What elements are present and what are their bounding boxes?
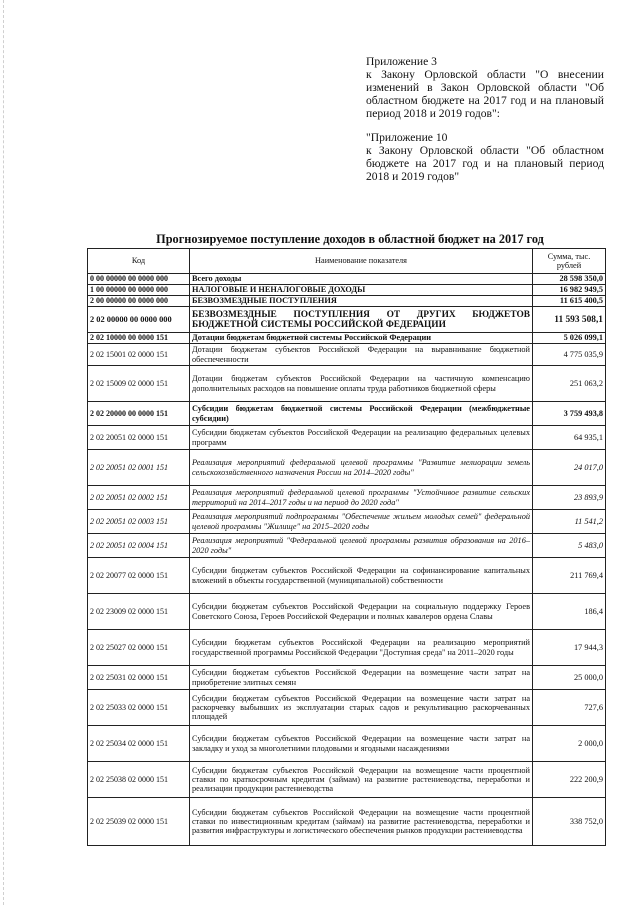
row-sum: 338 752,0 [533,798,606,846]
row-sum: 251 063,2 [533,366,606,402]
row-name: Субсидии бюджетам субъектов Российской Федерации на социальную поддержку Героев Советского Союза, Героев Российской Федерации и полных кавалеров ордена Славы [190,594,533,630]
appendix-quote-header: "Приложение 10 [366,131,448,144]
binding-margin-line [3,0,4,905]
row-name: Реализация мероприятий "Федеральной целевой программы развития образования на 2016–2020 годы" [190,534,533,558]
table-row [88,296,606,307]
row-code: 2 02 25038 02 0000 151 [88,762,190,798]
table-row [88,344,606,366]
row-code: 2 02 20051 02 0004 151 [88,534,190,558]
table-row [88,274,606,285]
row-name: Субсидии бюджетам субъектов Российской Федерации на возмещение части процентной ставки по инвестиционным кредитам (займам) на развитие растениеводства, переработки и развития инфраструктуры и логистического обеспечения рынков продукции растениеводства [190,798,533,846]
row-sum: 11 541,2 [533,510,606,534]
row-sum: 186,4 [533,594,606,630]
row-sum: 5 026 099,1 [533,333,606,344]
table-row [88,666,606,690]
table-row [88,510,606,534]
table-row [88,307,606,333]
row-name: Дотации бюджетам субъектов Российской Федерации на частичную компенсацию дополнительных расходов на повышение оплаты труда работников бюджетной сферы [190,366,533,402]
table-row [88,594,606,630]
table-row [88,426,606,450]
row-sum: 16 982 949,5 [533,285,606,296]
row-code: 2 02 20051 02 0000 151 [88,426,190,450]
row-code: 2 02 25039 02 0000 151 [88,798,190,846]
row-code: 2 02 25031 02 0000 151 [88,666,190,690]
row-name: НАЛОГОВЫЕ И НЕНАЛОГОВЫЕ ДОХОДЫ [190,285,533,296]
appendix-law-text: к Закону Орловской области "О внесении изменений в Закон Орловской области "Об областном бюджете на 2017 год и на плановый период 2018 и 2019 годов": [366,68,604,120]
row-code: 2 02 00000 00 0000 000 [88,307,190,333]
row-sum: 222 200,9 [533,762,606,798]
row-name: Субсидии бюджетам субъектов Российской Федерации на возмещение части затрат на приобретение элитных семян [190,666,533,690]
row-sum: 3 759 493,8 [533,402,606,426]
row-name: Дотации бюджетам бюджетной системы Российской Федерации [190,333,533,344]
row-sum: 11 615 400,5 [533,296,606,307]
row-code: 2 02 25034 02 0000 151 [88,726,190,762]
row-code: 2 02 20051 02 0002 151 [88,486,190,510]
row-sum: 727,6 [533,690,606,726]
column-header-name: Наименование показателя [190,249,533,274]
row-name: Всего доходы [190,274,533,285]
appendix-header: Приложение 3 [366,55,437,68]
row-name: Субсидии бюджетам бюджетной системы Российской Федерации (межбюджетные субсидии) [190,402,533,426]
row-sum: 64 935,1 [533,426,606,450]
table-row [88,798,606,846]
column-header-sum: Сумма, тыс. рублей [533,249,606,274]
row-name: Субсидии бюджетам субъектов Российской Федерации на софинансирование капитальных вложений в объекты государственной (муниципальной) собственности [190,558,533,594]
table-row [88,402,606,426]
row-sum: 28 598 350,0 [533,274,606,285]
row-code: 2 02 15009 02 0000 151 [88,366,190,402]
table-row [88,450,606,486]
table-row [88,690,606,726]
row-code: 2 02 15001 02 0000 151 [88,344,190,366]
row-code: 2 02 25027 02 0000 151 [88,630,190,666]
appendix-quote-text: к Закону Орловской области "Об областном бюджете на 2017 год и на плановый период 2018 и 2019 годов" [366,144,604,183]
row-name: Субсидии бюджетам субъектов Российской Федерации на возмещение части затрат на раскорчевку выбывших из эксплуатации старых садов и рекультивацию раскорчеванных площадей [190,690,533,726]
row-code: 1 00 00000 00 0000 000 [88,285,190,296]
row-sum: 25 000,0 [533,666,606,690]
table-row [88,630,606,666]
table-row [88,366,606,402]
table-row [88,534,606,558]
row-code: 2 02 20051 02 0003 151 [88,510,190,534]
table-row [88,762,606,798]
column-header-code: Код [88,249,190,274]
row-code: 2 02 20051 02 0001 151 [88,450,190,486]
document-title: Прогнозируемое поступление доходов в областной бюджет на 2017 год [156,232,544,246]
row-name: БЕЗВОЗМЕЗДНЫЕ ПОСТУПЛЕНИЯ ОТ ДРУГИХ БЮДЖЕТОВ БЮДЖЕТНОЙ СИСТЕМЫ РОССИЙСКОЙ ФЕДЕРАЦИИ [190,307,533,333]
table-row [88,333,606,344]
row-name: Реализация мероприятий федеральной целевой программы "Развитие мелиорации земель сельскохозяйственного назначения России на 2014–2020 годы" [190,450,533,486]
table-row [88,558,606,594]
row-sum: 23 893,9 [533,486,606,510]
row-code: 2 00 00000 00 0000 000 [88,296,190,307]
row-name: Реализация мероприятий подпрограммы "Обеспечение жильем молодых семей" федеральной целевой программы "Жилище" на 2015–2020 годы [190,510,533,534]
table-row [88,285,606,296]
row-sum: 5 483,0 [533,534,606,558]
row-name: БЕЗВОЗМЕЗДНЫЕ ПОСТУПЛЕНИЯ [190,296,533,307]
table-row [88,486,606,510]
row-name: Дотации бюджетам субъектов Российской Федерации на выравнивание бюджетной обеспеченности [190,344,533,366]
row-code: 0 00 00000 00 0000 000 [88,274,190,285]
row-code: 2 02 10000 00 0000 151 [88,333,190,344]
row-sum: 11 593 508,1 [533,307,606,333]
row-code: 2 02 20000 00 0000 151 [88,402,190,426]
row-name: Субсидии бюджетам субъектов Российской Федерации на возмещение части затрат на закладку и уход за многолетними плодовыми и ягодными насаждениями [190,726,533,762]
row-name: Реализация мероприятий федеральной целевой программы "Устойчивое развитие сельских территорий на 2014–2017 годы и на период до 2020 года" [190,486,533,510]
row-name: Субсидии бюджетам субъектов Российской Федерации на реализацию федеральных целевых программ [190,426,533,450]
appendix-block [366,55,604,183]
table-header-row [88,249,606,274]
row-code: 2 02 20077 02 0000 151 [88,558,190,594]
row-sum: 211 769,4 [533,558,606,594]
row-sum: 17 944,3 [533,630,606,666]
row-sum: 4 775 035,9 [533,344,606,366]
row-sum: 2 000,0 [533,726,606,762]
row-code: 2 02 23009 02 0000 151 [88,594,190,630]
row-sum: 24 017,0 [533,450,606,486]
row-name: Субсидии бюджетам субъектов Российской Федерации на возмещение части процентной ставки по краткосрочным кредитам (займам) на развитие растениеводства, переработки и реализации продукции растениеводства [190,762,533,798]
table-row [88,726,606,762]
row-code: 2 02 25033 02 0000 151 [88,690,190,726]
revenue-table [87,248,606,846]
row-name: Субсидии бюджетам субъектов Российской Федерации на реализацию мероприятий государственной программы Российской Федерации "Доступная среда" на 2011–2020 годы [190,630,533,666]
